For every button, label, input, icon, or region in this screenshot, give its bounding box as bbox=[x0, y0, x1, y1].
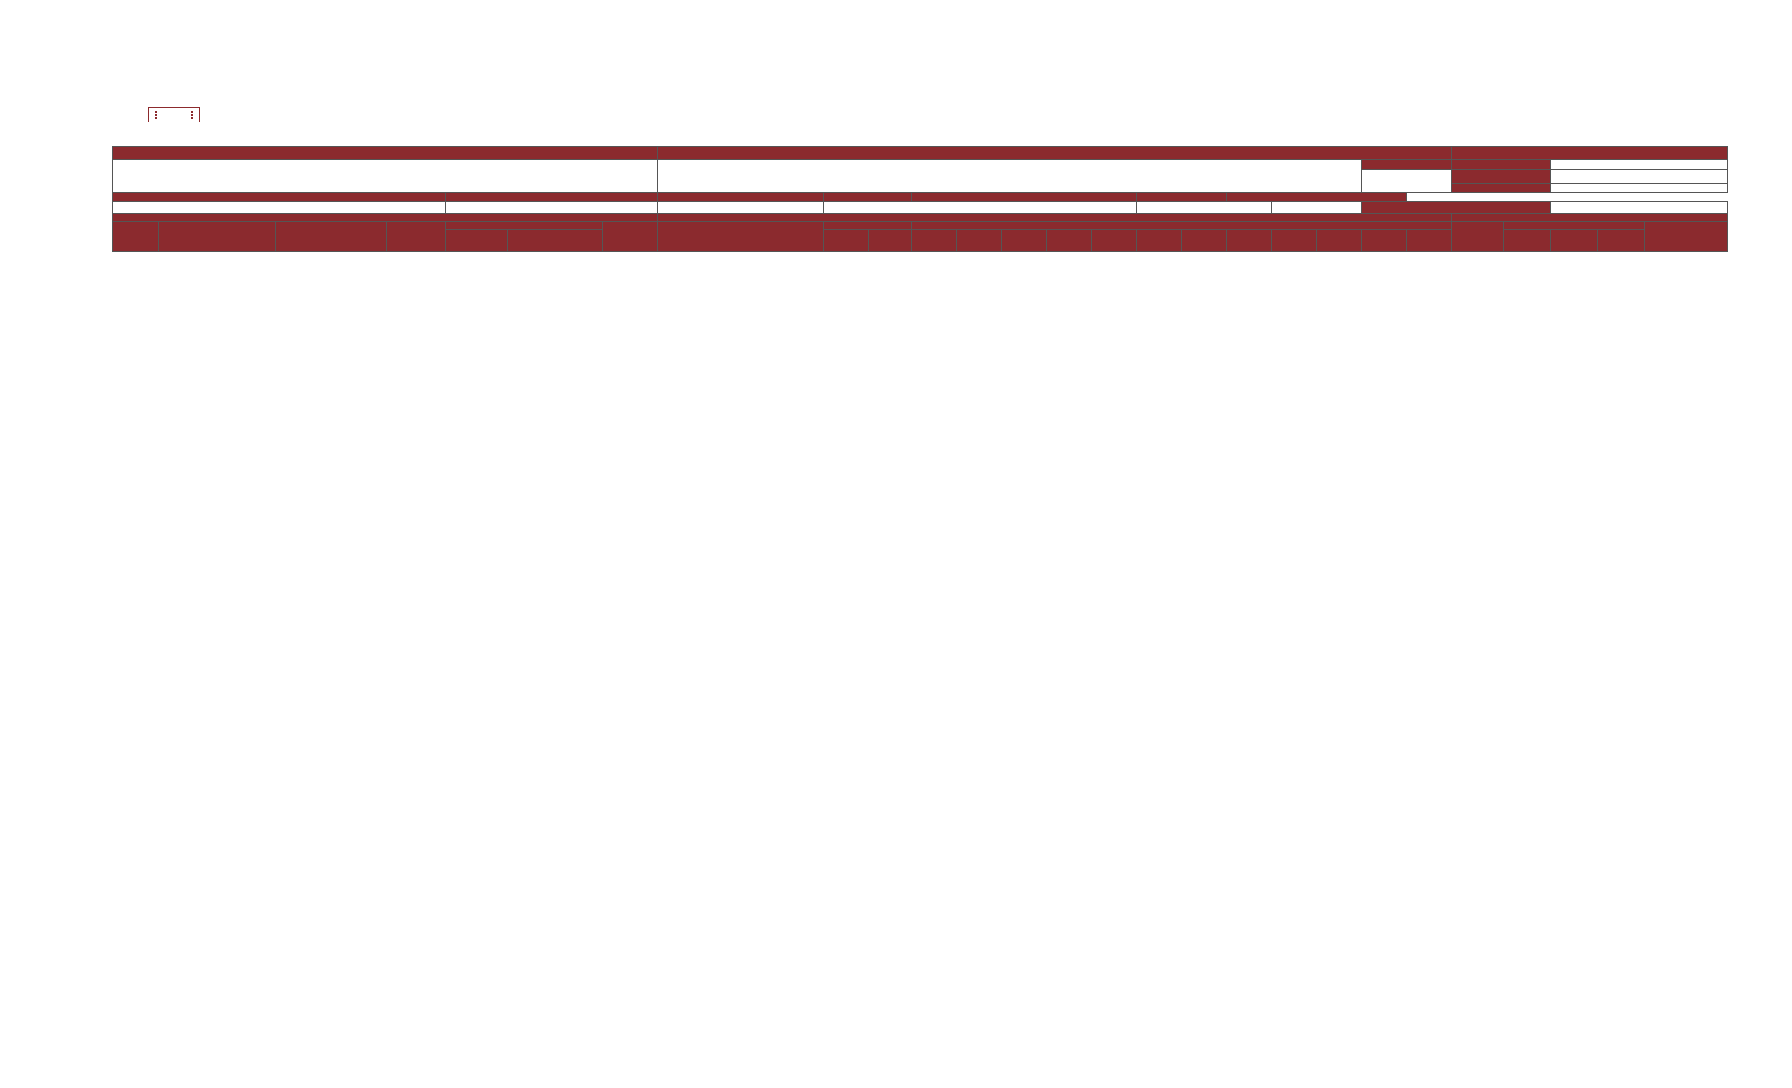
beneficiarios-value bbox=[1362, 170, 1452, 193]
col-nombre bbox=[159, 222, 276, 252]
funcion-label bbox=[658, 147, 1452, 160]
building-icon bbox=[148, 107, 200, 122]
col-ind-nombre bbox=[446, 230, 508, 252]
clasificacion-value bbox=[1362, 202, 1551, 214]
inversion-total-value bbox=[824, 202, 1137, 214]
fresnillo-logo bbox=[140, 107, 210, 145]
col-desc-acciones bbox=[658, 222, 824, 252]
eje-rector-value bbox=[113, 202, 446, 214]
linea-estrategica-value bbox=[446, 202, 658, 214]
numero-proyectos-label bbox=[658, 193, 824, 202]
avance-label bbox=[912, 193, 1137, 202]
metas-label bbox=[1452, 147, 1728, 160]
col-cantidad bbox=[869, 230, 912, 252]
numero-proyectos-value bbox=[658, 202, 824, 214]
col-month-dic bbox=[1407, 230, 1452, 252]
col-unidad bbox=[824, 230, 869, 252]
poa-table bbox=[112, 146, 1728, 252]
col-month-jul bbox=[1182, 230, 1227, 252]
clasificacion-label bbox=[1137, 193, 1227, 202]
col-month-may bbox=[1092, 230, 1137, 252]
proyeccion-label bbox=[1452, 214, 1728, 222]
inversion-total-label bbox=[824, 193, 912, 202]
funcion-value bbox=[658, 160, 1362, 193]
semestral-value bbox=[1551, 170, 1728, 184]
avance-value bbox=[1137, 202, 1272, 214]
col-fuente bbox=[1645, 222, 1728, 252]
col-month-oct bbox=[1317, 230, 1362, 252]
col-area bbox=[387, 222, 446, 252]
col-month-mar bbox=[1002, 230, 1047, 252]
anual-value bbox=[1551, 184, 1728, 193]
beneficiarios-label bbox=[1362, 160, 1452, 170]
col-municipal bbox=[1598, 230, 1645, 252]
linea-estrategica-label bbox=[446, 193, 658, 202]
unidad-medida-label bbox=[1452, 160, 1551, 170]
anual-label bbox=[1452, 184, 1551, 193]
col-estatal bbox=[1551, 230, 1598, 252]
eje-rector-label bbox=[113, 193, 446, 202]
col-metas-mensuales bbox=[912, 222, 1452, 230]
observaciones-label bbox=[1227, 193, 1407, 202]
col-algoritmo bbox=[508, 230, 603, 252]
observaciones-value bbox=[1551, 202, 1728, 214]
col-month-abr bbox=[1047, 230, 1092, 252]
col-month-nov bbox=[1362, 230, 1407, 252]
componentes-label bbox=[113, 214, 658, 222]
col-month-jun bbox=[1137, 230, 1182, 252]
col-desc bbox=[276, 222, 387, 252]
col-inversion-total bbox=[1452, 222, 1504, 252]
titular-label bbox=[113, 147, 658, 160]
col-month-ene bbox=[912, 230, 957, 252]
unidad-medida-value bbox=[1551, 160, 1728, 170]
titular-value bbox=[113, 160, 658, 193]
col-month-ago bbox=[1227, 230, 1272, 252]
actividades-label bbox=[658, 214, 1452, 222]
avance-percent bbox=[1272, 202, 1362, 214]
col-no bbox=[113, 222, 159, 252]
col-month-feb bbox=[957, 230, 1002, 252]
col-inversion bbox=[1504, 222, 1645, 230]
col-prioridad bbox=[603, 222, 658, 252]
col-metas-anuales bbox=[824, 222, 912, 230]
col-federal bbox=[1504, 230, 1551, 252]
col-indicador bbox=[446, 222, 603, 230]
semestral-label bbox=[1452, 170, 1551, 184]
col-month-sep bbox=[1272, 230, 1317, 252]
